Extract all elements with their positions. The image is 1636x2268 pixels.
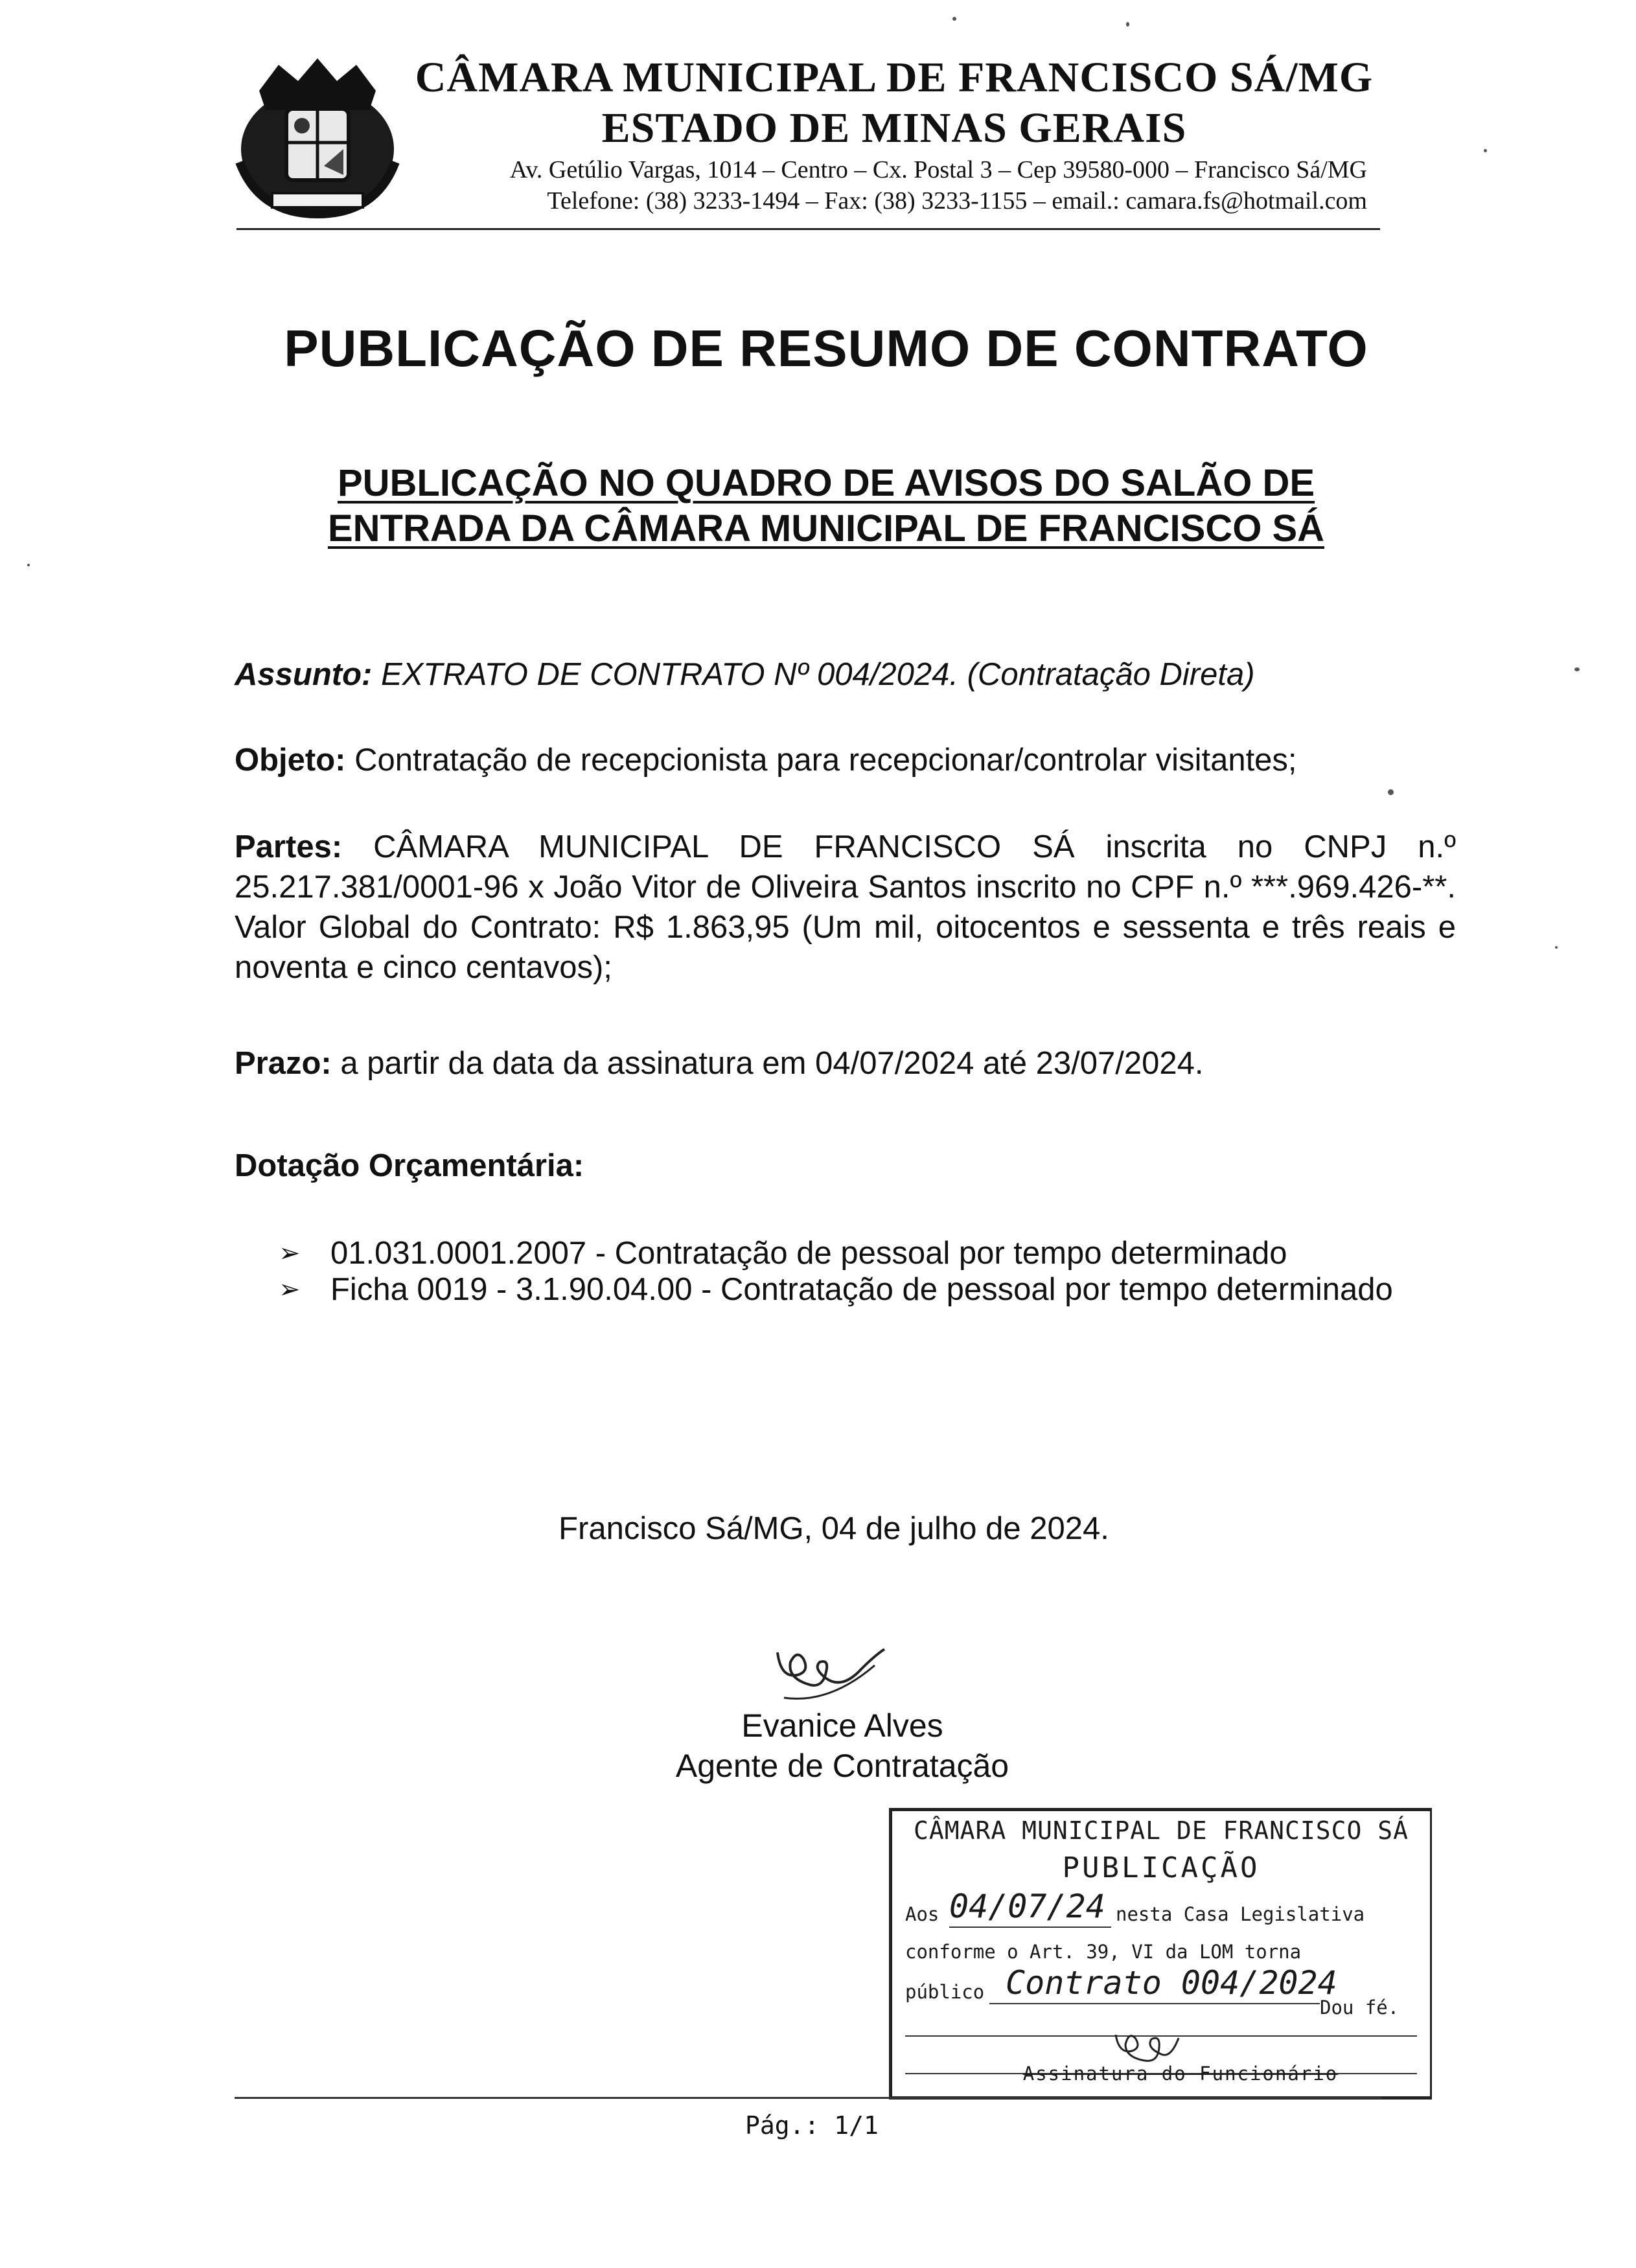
assunto-label: Assunto: xyxy=(235,657,373,692)
scan-speck xyxy=(27,564,30,566)
stamp-title: PUBLICAÇÃO xyxy=(1062,1851,1260,1884)
scan-speck xyxy=(1484,149,1487,152)
stamp-publico-line xyxy=(989,2003,1320,2004)
stamp-publico-label: público xyxy=(905,1981,985,2003)
subtitle-line-2: ENTRADA DA CÂMARA MUNICIPAL DE FRANCISCO SÁ xyxy=(327,507,1325,550)
page-number: Pág.: 1/1 xyxy=(745,2111,879,2140)
scan-speck xyxy=(1574,667,1580,671)
assunto-paragraph xyxy=(235,654,1456,695)
partes-label: Partes: xyxy=(235,829,343,864)
header-address: Av. Getúlio Vargas, 1014 – Centro – Cx. Postal 3 – Cep 39580-000 – Francisco Sá/MG xyxy=(509,156,1367,183)
prazo-label: Prazo: xyxy=(235,1046,332,1081)
scan-speck xyxy=(1126,22,1129,27)
stamp-signature-label: Assinatura do Funcionário xyxy=(1022,2063,1339,2085)
scan-speck xyxy=(1388,789,1394,795)
scan-speck xyxy=(1555,946,1558,949)
objeto-label: Objeto: xyxy=(235,743,346,778)
document-title: PUBLICAÇÃO DE RESUMO DE CONTRATO xyxy=(284,319,1368,377)
signer-name: Evanice Alves xyxy=(741,1707,943,1744)
dotacao-list xyxy=(279,1235,1456,1308)
dotacao-item-2: Ficha 0019 - 3.1.90.04.00 - Contratação de pessoal por tempo determinado xyxy=(330,1272,1393,1307)
footer-divider xyxy=(235,2097,1381,2099)
header-state: ESTADO DE MINAS GERAIS xyxy=(601,104,1187,152)
subtitle-line-1: PUBLICAÇÃO NO QUADRO DE AVISOS DO SALÃO DE xyxy=(337,462,1315,504)
arrow-bullet-icon: ➢ xyxy=(279,1239,301,1267)
municipal-crest-logo xyxy=(233,52,402,220)
list-item xyxy=(279,1271,1456,1308)
stamp-publico-handwritten: Contrato 004/2024 xyxy=(1006,1964,1337,2002)
header-contact: Telefone: (38) 3233-1494 – Fax: (38) 3233-1155 – email.: camara.fs@hotmail.com xyxy=(547,187,1367,214)
list-item xyxy=(279,1235,1456,1271)
stamp-dou-fe: Dou fé. xyxy=(1320,1996,1400,2019)
header-divider xyxy=(236,228,1380,230)
arrow-bullet-icon: ➢ xyxy=(279,1275,301,1304)
header-org-name: CÂMARA MUNICIPAL DE FRANCISCO SÁ/MG xyxy=(415,54,1374,101)
signer-role: Agente de Contratação xyxy=(675,1748,1009,1784)
objeto-paragraph xyxy=(235,740,1456,780)
scan-speck xyxy=(952,17,956,21)
partes-paragraph xyxy=(235,827,1456,988)
stamp-conforme: conforme o Art. 39, VI da LOM torna xyxy=(905,1941,1302,1963)
assunto-text: EXTRATO DE CONTRATO Nº 004/2024. (Contratação Direta) xyxy=(372,657,1255,692)
prazo-text: a partir da data da assinatura em 04/07/2024 até 23/07/2024. xyxy=(331,1046,1204,1081)
dotacao-heading xyxy=(235,1146,1456,1186)
stamp-date-handwritten: 04/07/24 xyxy=(949,1888,1105,1925)
signer-block xyxy=(648,1706,1037,1786)
objeto-text: Contratação de recepcionista para recepcionar/controlar visitantes; xyxy=(345,743,1297,778)
dotacao-label: Dotação Orçamentária: xyxy=(235,1148,584,1183)
dotacao-item-1: 01.031.0001.2007 - Contratação de pessoal por tempo determinado xyxy=(330,1236,1287,1271)
prazo-paragraph xyxy=(235,1043,1456,1083)
stamp-date-line xyxy=(949,1927,1111,1928)
stamp-nesta: nesta Casa Legislativa xyxy=(1116,1903,1365,1925)
publication-stamp xyxy=(889,1808,1432,2100)
stamp-header: CÂMARA MUNICIPAL DE FRANCISCO SÁ xyxy=(913,1816,1409,1845)
place-date: Francisco Sá/MG, 04 de julho de 2024. xyxy=(559,1511,1109,1546)
stamp-aos-label: Aos xyxy=(905,1903,939,1925)
partes-text: CÂMARA MUNICIPAL DE FRANCISCO SÁ inscrita no CNPJ n.º 25.217.381/0001-96 x João Vitor de Oliveira Santos inscrito no CPF n.º ***.969.426-**. Valor Global do Contrato: R$ 1.863,95 (Um mil, oitocentos e sessenta e três reais e noventa e cinco centavos); xyxy=(235,829,1456,985)
